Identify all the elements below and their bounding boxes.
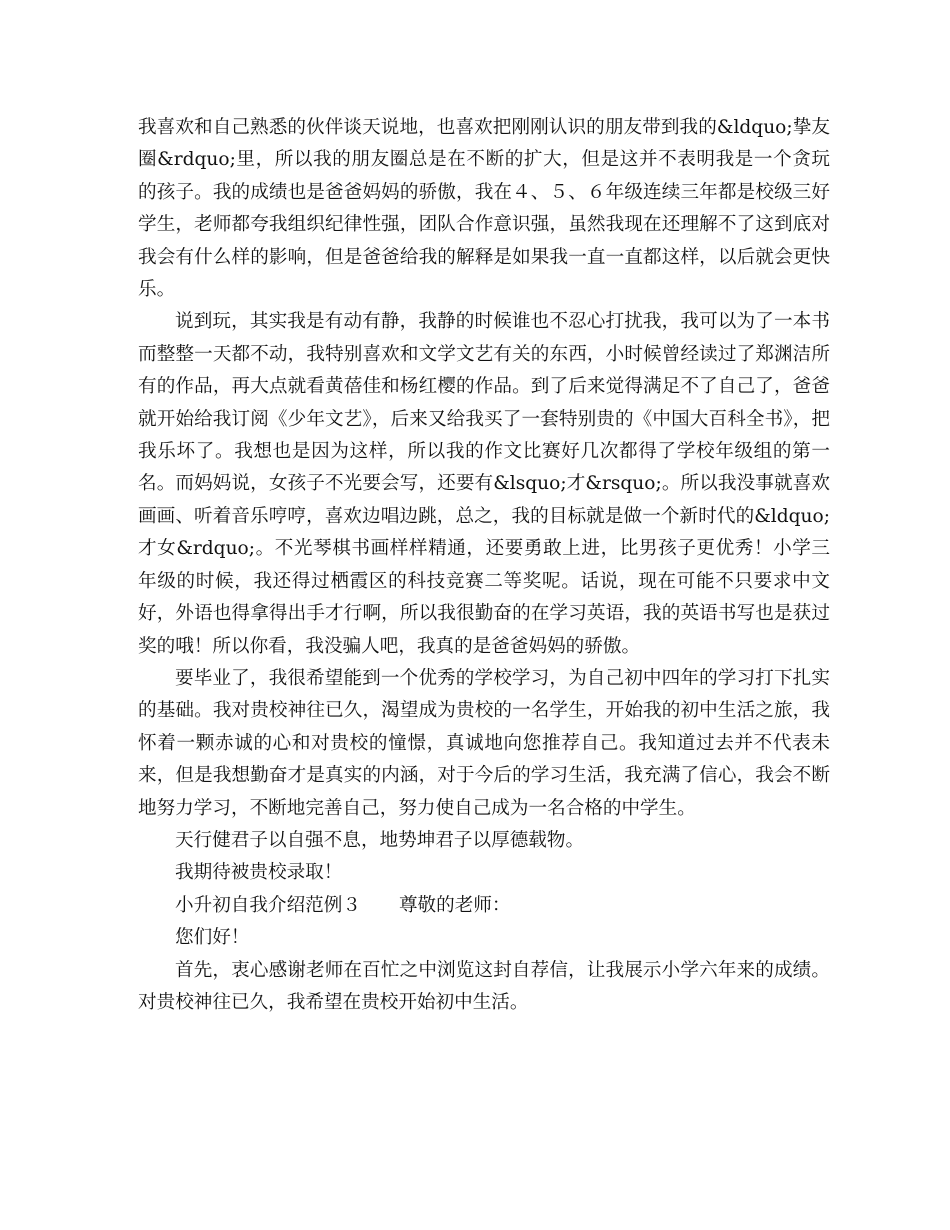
paragraph-graduation-hopes: 要毕业了，我很希望能到一个优秀的学校学习，为自己初中四年的学习打下扎实的基础。我对贵校神往已久，渴望成为贵校的一名学生，开始我的初中生活之旅，我怀着一颗赤诚的心和对贵校的憧憬，真诚地向您推荐自己。我知道过去并不代表未来，但是我想勤奋才是真实的内涵，对于今后的学习生活，我充满了信心，我会不断地努力学习，不断地完善自己，努力使自己成为一名合格的中学生。 [138,667,830,819]
hope-line: 我期待被贵校录取！ [175,862,343,884]
example-title: 小升初自我介绍范例３ [175,894,361,916]
paragraph-reading-and-talents: 说到玩，其实我是有动有静，我静的时候谁也不忍心打扰我，我可以为了一本书而整整一天都不动，我特别喜欢和文学文艺有关的东西，小时候曾经读过了郑渊洁所有的作品，再大点就看黄蓓佳和杨红樱的作品。到了后来觉得满足不了自己了，爸爸就开始给我订阅《少年文艺》，后来又给我买了一套特别贵的《中国大百科全书》，把我乐坏了。我想也是因为这样，所以我的作文比赛好几次都得了学校年级组的第一名。而妈妈说，女孩子不光要会写，还要有&lsquo;才&rsquo;。所以我没事就喜欢画画、听着音乐哼哼，喜欢边唱边跳，总之，我的目标就是做一个新时代的&ldquo;才女&rdquo;。不光琴棋书画样样精通，还要勇敢上进，比男孩子更优秀！小学三年级的时候，我还得过栖霞区的科技竞赛二等奖呢。话说，现在可能不只要求中文好，外语也得拿得出手才行啊，所以我很勤奋的在学习英语，我的英语书写也是获过奖的哦！所以你看，我没骗人吧，我真的是爸爸妈妈的骄傲。 [138,311,830,657]
motto-line: 天行健君子以自强不息，地势坤君子以厚德载物。 [175,829,585,851]
example-heading-line [138,890,830,922]
paragraph-closing: 首先，衷心感谢老师在百忙之中浏览这封自荐信，让我展示小学六年来的成绩。对贵校神往已久，我希望在贵校开始初中生活。 [138,959,830,1013]
greeting-line: 您们好！ [175,927,250,949]
paragraph-friends-and-grades: 我喜欢和自己熟悉的伙伴谈天说地，也喜欢把刚刚认识的朋友带到我的&ldquo;挚友圈&rdquo;里，所以我的朋友圈总是在不断的扩大，但是这并不表明我是一个贪玩的孩子。我的成绩也是爸爸妈妈的骄傲，我在４、５、６年级连续三年都是校级三好学生，老师都夸我组织纪律性强，团队合作意识强，虽然我现在还理解不了这到底对我会有什么样的影响，但是爸爸给我的解释是如果我一直一直都这样，以后就会更快乐。 [138,117,830,301]
document-body [138,112,830,1019]
salutation: 尊敬的老师： [398,894,511,916]
